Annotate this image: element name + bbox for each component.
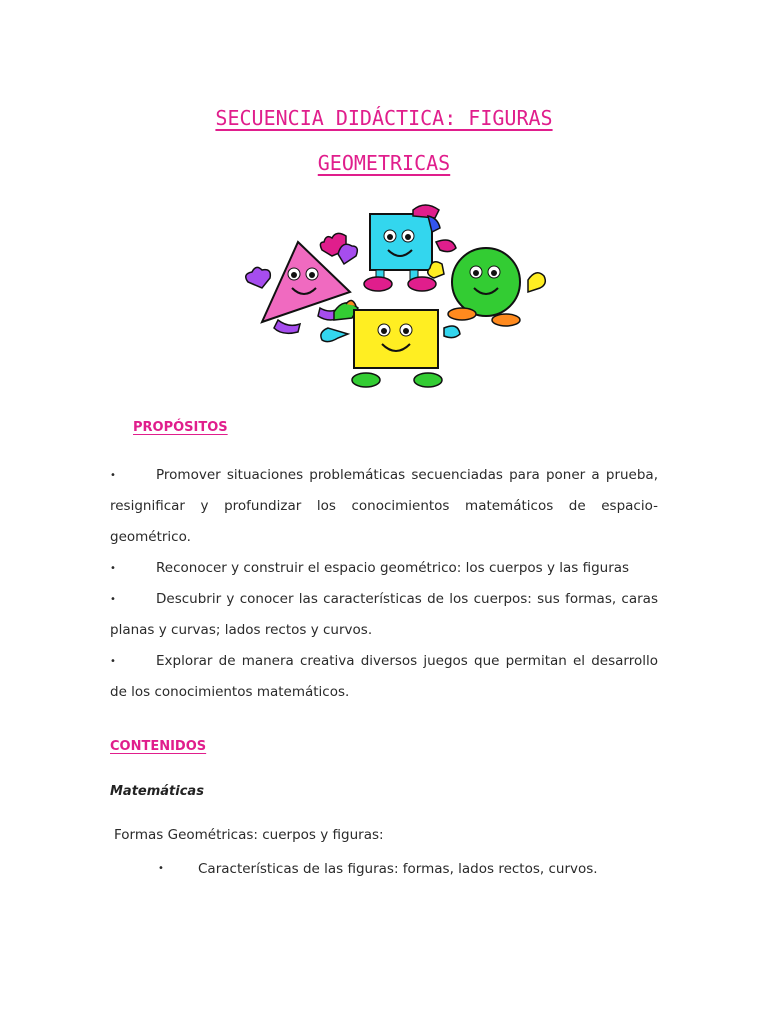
document-title-line-2: GEOMETRICAS (317, 151, 451, 175)
list-item: • Descubrir y conocer las características de los cuerpos: sus formas, caras planas y curvas; lados rectos y curvos. (110, 584, 658, 646)
contenidos-heading: CONTENIDOS (110, 739, 207, 754)
circle-character-icon (428, 248, 546, 326)
propositos-list (110, 460, 658, 708)
list-item: • Promover situaciones problemáticas secuenciadas para poner a prueba, resignificar y profundizar los conocimientos matemáticos de espacio-geométrico. (110, 460, 658, 553)
rectangle-character-icon (321, 300, 460, 387)
list-item: • Explorar de manera creativa diversos juegos que permitan el desarrollo de los conocimientos matemáticos. (110, 646, 658, 708)
contenidos-list (158, 856, 598, 882)
topic-text: Formas Geométricas: cuerpos y figuras: (114, 827, 384, 843)
document-title-line-1: SECUENCIA DIDÁCTICA: FIGURAS (215, 106, 553, 130)
list-item: • Características de las figuras: formas, lados rectos, curvos. (158, 856, 598, 882)
subject-subheading: Matemáticas (110, 784, 204, 799)
propositos-heading: PROPÓSITOS (133, 420, 228, 435)
list-item: • Reconocer y construir el espacio geométrico: los cuerpos y las figuras (110, 553, 658, 584)
geometric-shapes-characters-illustration (238, 202, 558, 394)
